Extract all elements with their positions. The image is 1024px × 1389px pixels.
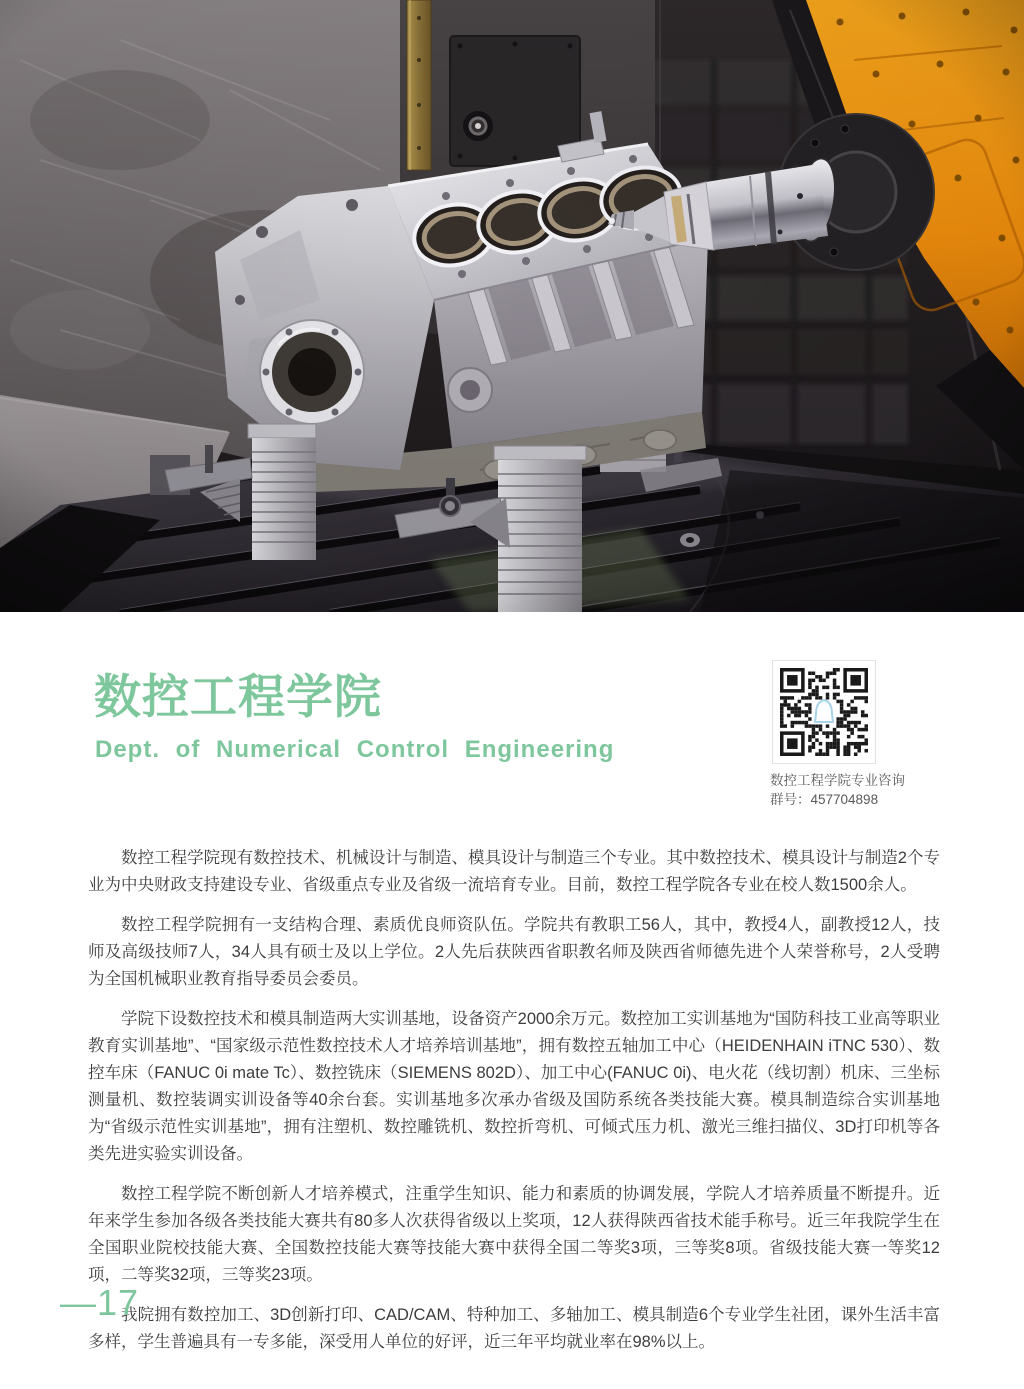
page-title: 数控工程学院 [94,670,382,723]
cnc-machine-photo [0,0,1024,612]
qr-code [772,660,876,764]
qr-caption-line2: 群号：457704898 [770,792,879,807]
qr-block [770,660,905,809]
paragraph: 我院拥有数控加工、3D创新打印、CAD/CAM、特种加工、多轴加工、模具制造6个专业学生社团，课外生活丰富多样，学生普遍具有一专多能，深受用人单位的好评，近三年平均就业率在98%以上。 [88,1306,940,1351]
body-text [88,845,940,1369]
paragraph: 学院下设数控技术和模具制造两大实训基地，设备资产2000余万元。数控加工实训基地为“国防科技工业高等职业教育实训基地”、“国家级示范性数控技术人才培养培训基地”，拥有数控五轴加工中心（HEIDENHAIN iTNC 530）、数控车床（FANUC 0i mate Tc）、数控铣床（SIEMENS 802D）、加工中心(FANUC 0i)、电火花（线切割）机床、三坐标测量机、数控装调实训设备等40余台套。实训基地多次承办省级及国防系统各类技能大赛。模具制造综合实训基地为“省级示范性实训基地”，拥有注塑机、数控雕铣机、数控折弯机、可倾式压力机、激光三维扫描仪、3D打印机等各类先进实验实训设备。 [88,1010,940,1163]
paragraph: 数控工程学院不断创新人才培养模式，注重学生知识、能力和素质的协调发展，学院人才培养质量不断提升。近年来学生参加各级各类技能大赛共有80多人次获得省级以上奖项，12人获得陕西省技术能手称号。近三年我院学生在全国职业院校技能大赛、全国数控技能大赛等技能大赛中获得全国二等奖3项，三等奖8项。省级技能大赛一等奖12项，二等奖32项，三等奖23项。 [88,1185,940,1284]
qr-caption [770,771,905,809]
paragraph: 数控工程学院现有数控技术、机械设计与制造、模具设计与制造三个专业。其中数控技术、模具设计与制造2个专业为中央财政支持建设专业、省级重点专业及省级一流培育专业。目前，数控工程学院各专业在校人数1500余人。 [88,849,940,894]
page-number: —17 [60,1282,140,1323]
page-subtitle: Dept. of Numerical Control Engineering [95,736,615,763]
qr-code-image [780,668,868,756]
qr-caption-line1: 数控工程学院专业咨询 [770,773,905,788]
paragraph: 数控工程学院拥有一支结构合理、素质优良师资队伍。学院共有教职工56人，其中，教授4人，副教授12人，技师及高级技师7人，34人具有硕士及以上学位。2人先后获陕西省职教名师及陕西省师德先进个人荣誉称号，2人受聘为全国机械职业教育指导委员会委员。 [88,916,940,988]
